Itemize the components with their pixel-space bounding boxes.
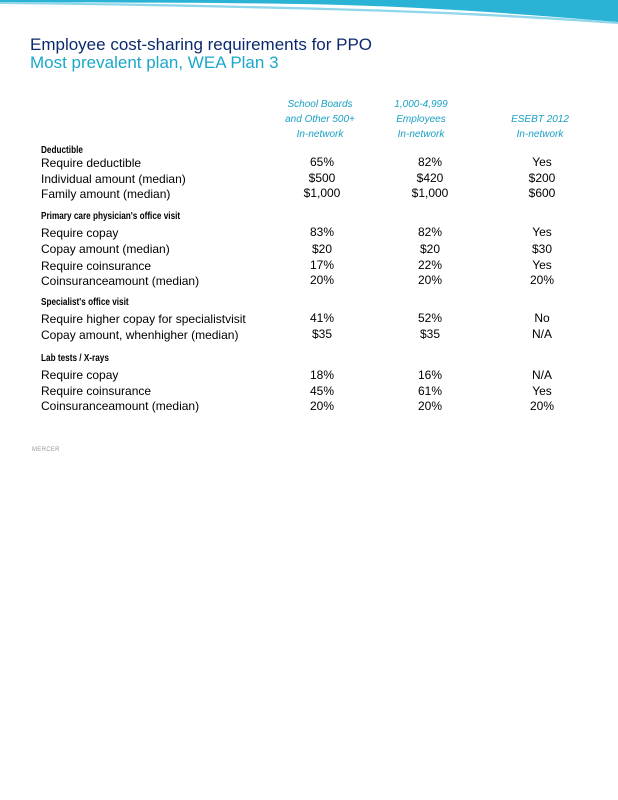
table-cell: $1,000 xyxy=(303,186,341,200)
row-label: Copay amount (median) xyxy=(41,242,170,256)
table-cell: Yes xyxy=(532,225,552,239)
row-label: Individual amount (median) xyxy=(41,172,186,186)
section-heading-primary-care: Primary care physician's office visit xyxy=(41,211,181,222)
table-cell: 22% xyxy=(417,258,443,272)
table-cell: 61% xyxy=(417,384,443,398)
table-cell: 20% xyxy=(309,273,335,287)
table-cell: 41% xyxy=(309,311,335,325)
row-label: Require deductible xyxy=(41,156,142,170)
section-heading-deductible: Deductible xyxy=(41,145,83,156)
table-cell: $500 xyxy=(308,171,336,185)
column-header-esebt: ESEBT 2012 In-network xyxy=(511,114,569,140)
table-cell: 65% xyxy=(309,155,335,169)
section-heading-specialist: Specialist's office visit xyxy=(41,297,129,308)
table-cell: 20% xyxy=(417,273,443,287)
page-title: Employee cost-sharing requirements for PPO xyxy=(30,35,373,54)
table-cell: Yes xyxy=(532,155,552,169)
column-header-employees: 1,000-4,999 Employees In-network xyxy=(394,99,448,140)
table-cell: $35 xyxy=(419,327,441,341)
table-cell: $35 xyxy=(311,327,333,341)
table-cell: 52% xyxy=(417,311,443,325)
table-cell: 20% xyxy=(529,399,555,413)
row-label: Require higher copay for specialistvisit xyxy=(41,312,246,326)
top-wave-band xyxy=(0,0,618,24)
table-cell: Yes xyxy=(532,384,552,398)
table-cell: No xyxy=(534,311,550,325)
table-cell: 16% xyxy=(417,368,443,382)
table-cell: 20% xyxy=(529,273,555,287)
table-cell: $30 xyxy=(531,242,553,256)
table-cell: 17% xyxy=(309,258,335,272)
row-label: Family amount (median) xyxy=(41,187,171,201)
table-cell: N/A xyxy=(531,368,552,382)
row-label: Require copay xyxy=(41,226,119,240)
row-label: Require coinsurance xyxy=(41,259,152,273)
table-cell: 82% xyxy=(417,155,443,169)
table-cell: 82% xyxy=(417,225,443,239)
table-cell: 83% xyxy=(309,225,335,239)
table-cell: 45% xyxy=(309,384,335,398)
section-heading-lab-tests: Lab tests / X-rays xyxy=(41,353,109,364)
table-cell: $420 xyxy=(416,171,444,185)
table-cell: $20 xyxy=(311,242,333,256)
table-cell: $600 xyxy=(528,186,556,200)
table-cell: 20% xyxy=(309,399,335,413)
table-cell: $20 xyxy=(419,242,441,256)
table-cell: 20% xyxy=(417,399,443,413)
row-label: Coinsuranceamount (median) xyxy=(41,399,200,413)
table-cell: $1,000 xyxy=(411,186,449,200)
row-label: Require copay xyxy=(41,368,119,382)
table-cell: 18% xyxy=(309,368,335,382)
page-subtitle: Most prevalent plan, WEA Plan 3 xyxy=(30,53,279,72)
table-cell: $200 xyxy=(528,171,556,185)
row-label: Require coinsurance xyxy=(41,384,152,398)
footer-logo-text: MERCER xyxy=(32,447,60,453)
table-cell: N/A xyxy=(531,327,552,341)
row-label: Coinsuranceamount (median) xyxy=(41,274,200,288)
table-cell: Yes xyxy=(532,258,552,272)
row-label: Copay amount, whenhigher (median) xyxy=(41,328,239,342)
column-header-school-boards: School Boards and Other 500+ In-network xyxy=(285,99,355,140)
